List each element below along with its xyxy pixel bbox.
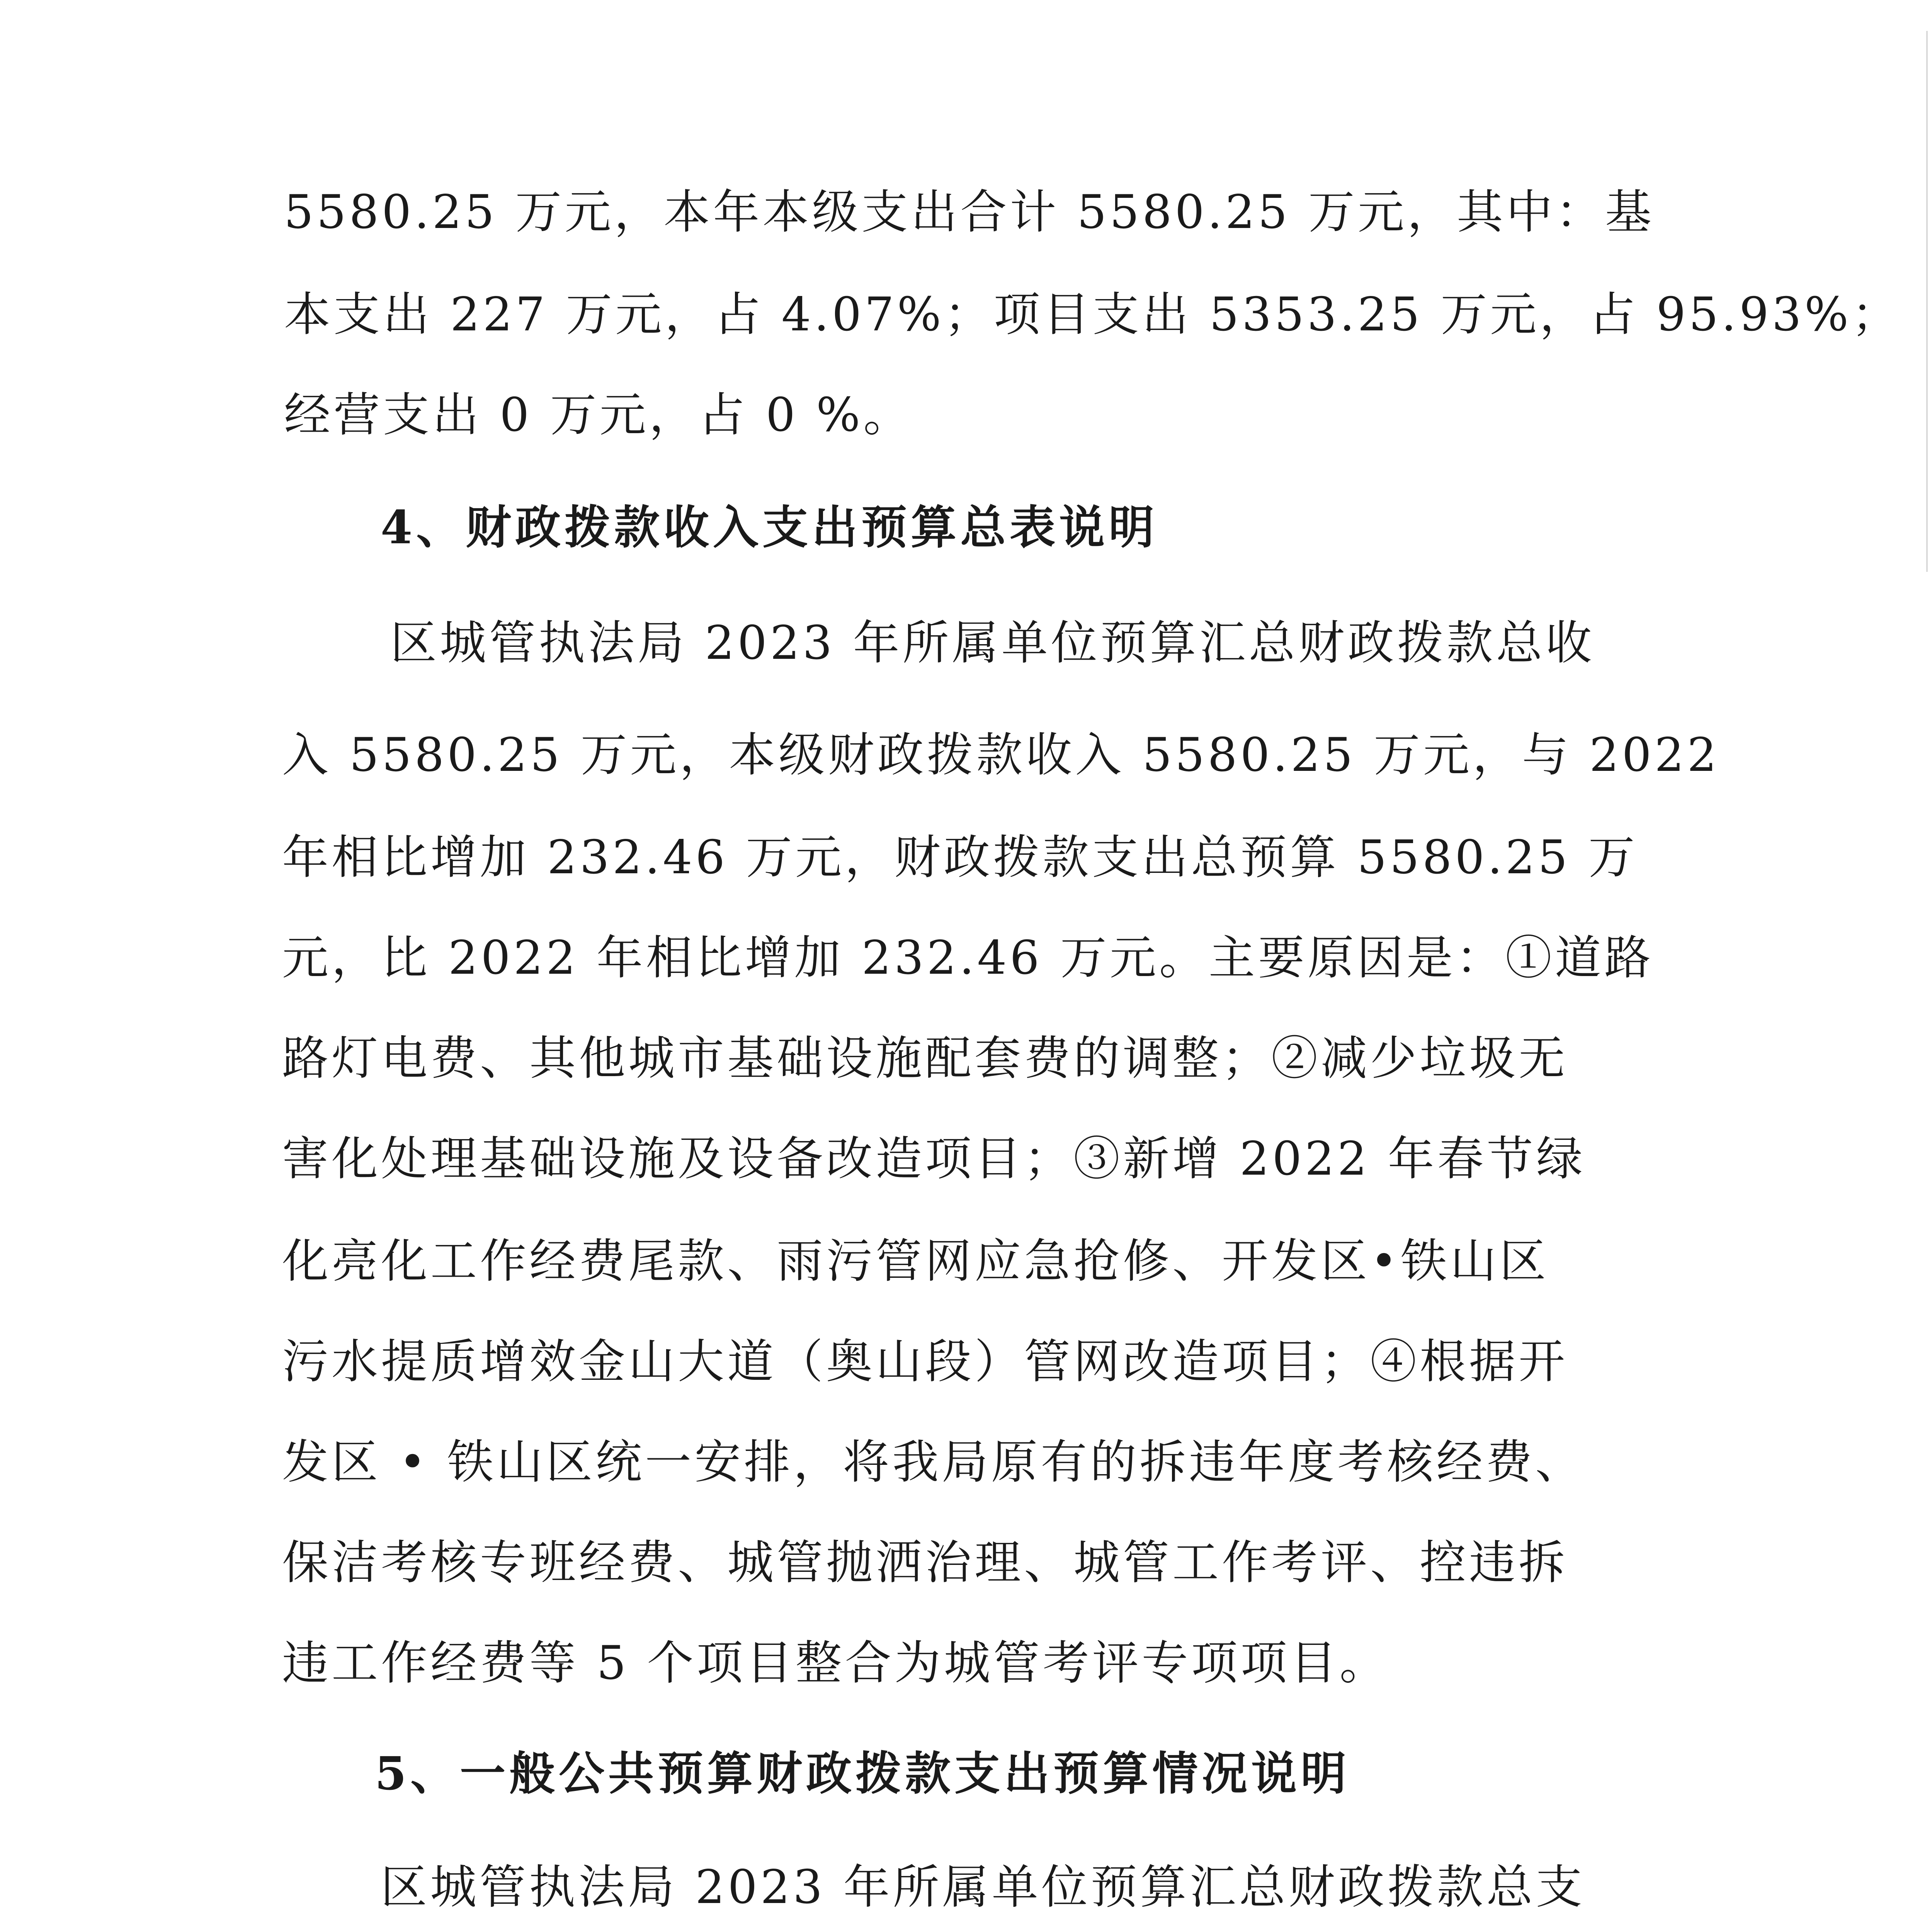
paragraph-1-line-2: 本支出 227 万元，占 4.07%；项目支出 5353.25 万元，占 95.93%； [284,288,1901,342]
section-4-line-10: 保洁考核专班经费、城管抛洒治理、城管工作考评、控违拆 [282,1536,1568,1590]
paragraph-1-line-1: 5580.25 万元，本年本级支出合计 5580.25 万元，其中：基 [284,185,1655,239]
section-4-line-6: 害化处理基础设施及设备改造项目；③新增 2022 年春节绿 [282,1132,1586,1186]
section-5-line-1: 区城管执法局 2023 年所属单位预算汇总财政拨款总支 [381,1861,1585,1914]
section-4-line-4: 元，比 2022 年相比增加 232.46 万元。主要原因是：①道路 [282,931,1654,985]
section-4-line-1: 区城管执法局 2023 年所属单位预算汇总财政拨款总收 [390,616,1595,670]
section-4-line-8: 污水提质增效金山大道（奥山段）管网改造项目；④根据开 [282,1335,1568,1389]
scan-edge-line [1926,31,1928,572]
section-4-line-3: 年相比增加 232.46 万元，财政拨款支出总预算 5580.25 万 [282,831,1638,884]
section-4-heading: 4、财政拨款收入支出预算总表说明 [381,500,1158,554]
section-4-line-2: 入 5580.25 万元，本级财政拨款收入 5580.25 万元，与 2022 [282,728,1720,782]
section-4-line-9: 发区 • 铁山区统一安排，将我局原有的拆违年度考核经费、 [282,1435,1585,1489]
section-4-line-11: 违工作经费等 5 个项目整合为城管考评专项项目。 [282,1636,1389,1690]
paragraph-1-line-3: 经营支出 0 万元，占 0 %。 [284,388,913,442]
section-5-heading: 5、一般公共预算财政拨款支出预算情况说明 [375,1747,1350,1800]
section-4-line-5: 路灯电费、其他城市基础设施配套费的调整；②减少垃圾无 [282,1032,1568,1085]
section-4-line-7: 化亮化工作经费尾款、雨污管网应急抢修、开发区•铁山区 [282,1235,1549,1288]
